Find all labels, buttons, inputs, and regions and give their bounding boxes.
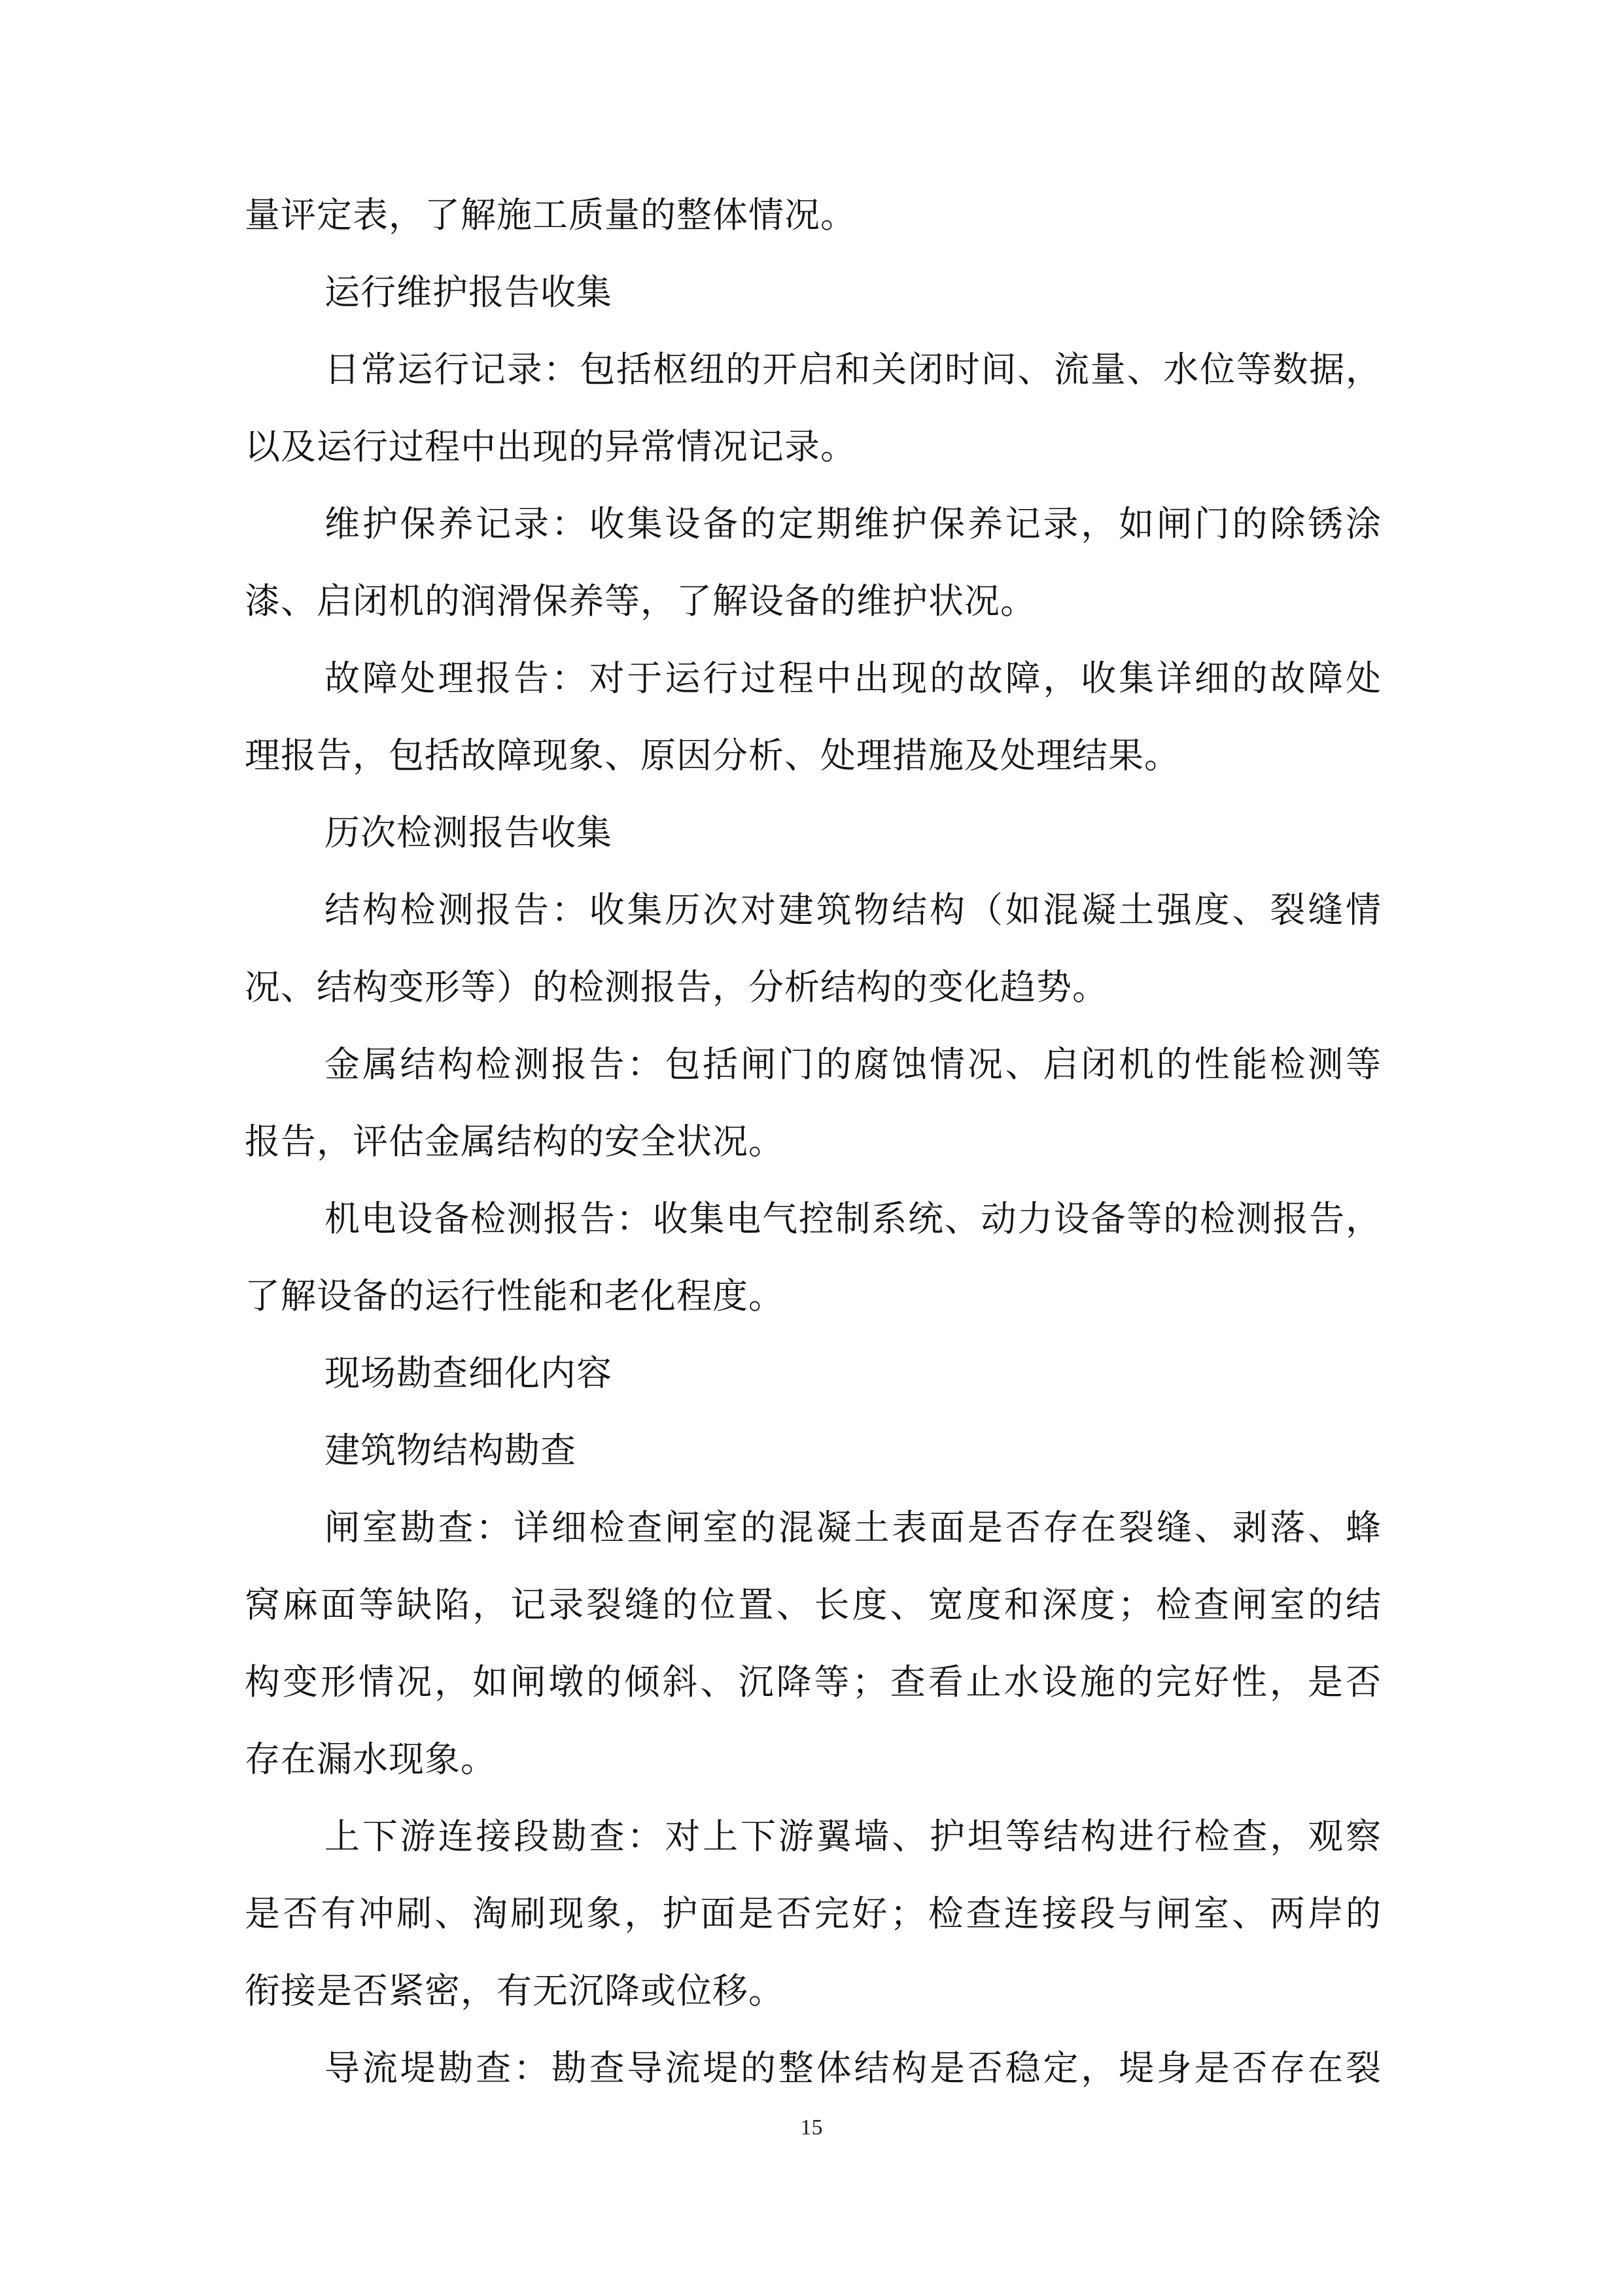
text-line: 机电设备检测报告：收集电气控制系统、动力设备等的检测报告， [324, 1198, 1382, 1239]
text-line: 结构检测报告：收集历次对建筑物结构（如混凝土强度、裂缝情 [324, 889, 1382, 930]
text-line: 存在漏水现象。 [245, 1739, 497, 1780]
text-line: 日常运行记录：包括枢纽的开启和关闭时间、流量、水位等数据， [324, 349, 1382, 390]
text-line: 窝麻面等缺陷，记录裂缝的位置、长度、宽度和深度；检查闸室的结 [245, 1584, 1382, 1625]
section-heading: 历次检测报告收集 [324, 812, 612, 853]
text-line: 闸室勘查：详细检查闸室的混凝土表面是否存在裂缝、剥落、蜂 [324, 1507, 1382, 1548]
text-line: 况、结构变形等）的检测报告，分析结构的变化趋势。 [245, 966, 1108, 1008]
text-line: 了解设备的运行性能和老化程度。 [245, 1275, 784, 1316]
body-text [245, 177, 1382, 2107]
text-line: 上下游连接段勘查：对上下游翼墙、护坦等结构进行检查，观察 [324, 1816, 1382, 1857]
text-line: 以及运行过程中出现的异常情况记录。 [245, 426, 856, 467]
text-line: 理报告，包括故障现象、原因分析、处理措施及处理结果。 [245, 735, 1180, 776]
section-heading: 现场勘查细化内容 [324, 1352, 612, 1394]
text-line: 维护保养记录：收集设备的定期维护保养记录，如闸门的除锈涂 [324, 503, 1382, 544]
text-line: 量评定表，了解施工质量的整体情况。 [245, 194, 856, 236]
section-heading: 运行维护报告收集 [324, 272, 612, 313]
text-line: 报告，评估金属结构的安全状况。 [245, 1121, 784, 1162]
text-line: 构变形情况，如闸墩的倾斜、沉降等；查看止水设施的完好性，是否 [245, 1661, 1382, 1703]
text-line: 金属结构检测报告：包括闸门的腐蚀情况、启闭机的性能检测等 [324, 1044, 1382, 1085]
section-heading: 建筑物结构勘查 [324, 1430, 576, 1471]
text-line: 衔接是否紧密，有无沉降或位移。 [245, 1970, 784, 2011]
text-line: 是否有冲刷、淘刷现象，护面是否完好；检查连接段与闸室、两岸的 [245, 1893, 1382, 1934]
text-line: 漆、启闭机的润滑保养等，了解设备的维护状况。 [245, 580, 1036, 622]
text-line: 故障处理报告：对于运行过程中出现的故障，收集详细的故障处 [324, 658, 1382, 699]
page-number: 15 [800, 2115, 823, 2140]
text-line: 导流堤勘查：勘查导流堤的整体结构是否稳定，堤身是否存在裂 [324, 2047, 1382, 2089]
